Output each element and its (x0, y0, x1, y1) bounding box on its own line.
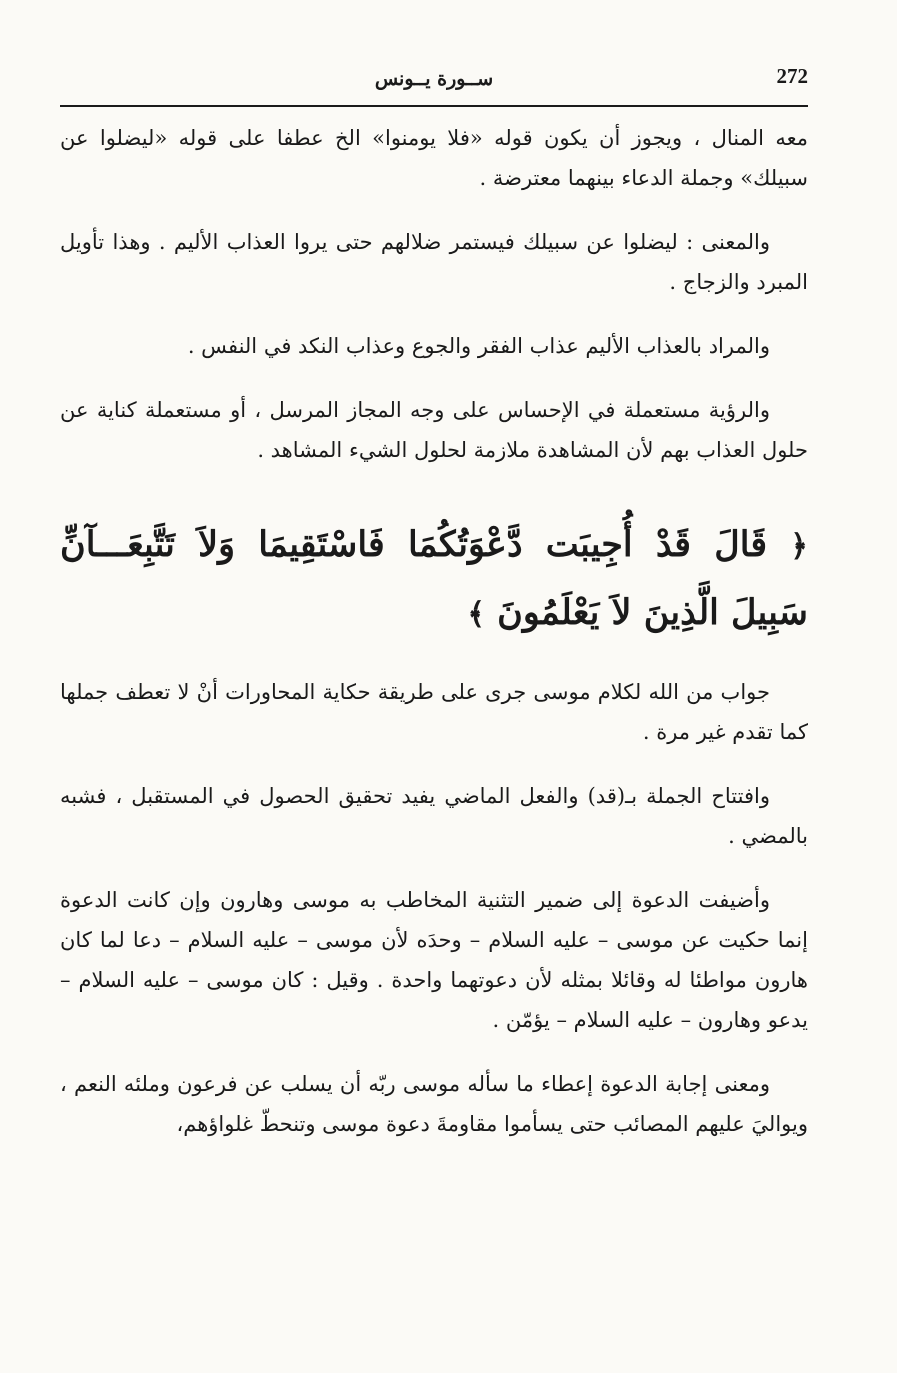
paragraph: معه المنال ، ويجوز أن يكون قوله «فلا يومنوا» الخ عطفا على قوله «ليضلوا عن سبيلك» وجملة الدعاء بينهما معترضة . (60, 126, 808, 190)
page-header (60, 62, 808, 108)
quran-verse (60, 512, 808, 648)
paragraph: والمراد بالعذاب الأليم عذاب الفقر والجوع وعذاب النكد في النفس . (187, 334, 770, 358)
paragraph: والمعنى : ليضلوا عن سبيلك فيستمر ضلالهم حتى يروا العذاب الأليم . وهذا تأويل المبرد والزجاج . (60, 230, 808, 294)
page-number: 272 (776, 64, 808, 88)
paragraph: والرؤية مستعملة في الإحساس على وجه المجاز المرسل ، أو مستعملة كناية عن حلول العذاب بهم لأن المشاهدة ملازمة لحلول الشيء المشاهد . (60, 398, 808, 462)
verse-text: قَالَ قَدْ أُجِيبَت دَّعْوَتُكُمَا فَاسْتَقِيمَا وَلاَ تَتَّبِعَـــآنِّ سَبِيلَ الَّذِينَ لاَ يَعْلَمُونَ (60, 524, 808, 633)
paragraph: وافتتاح الجملة بـ(قد) والفعل الماضي يفيد تحقيق الحصول في المستقبل ، فشبه بالمضي . (60, 784, 808, 848)
paragraph: وأضيفت الدعوة إلى ضمير التثنية المخاطب به موسى وهارون وإن كانت الدعوة إنما حكيت عن موسى – عليه السلام – وحدَه لأن موسى – عليه السلام – دعا لما كان هارون مواطئا له وقائلا بمثله لأن دعوتهما واحدة . وقيل : كان موسى – عليه السلام – يدعو وهارون – عليه السلام – يؤمّن . (60, 888, 808, 1032)
verse-open-bracket: ﴿ (790, 529, 808, 564)
verse-close-bracket: ﴾ (467, 597, 485, 632)
header-rule (60, 105, 808, 107)
surah-title: ســورة يــونس (374, 68, 494, 90)
paragraph: ومعنى إجابة الدعوة إعطاء ما سأله موسى ربّه أن يسلب عن فرعون وملئه النعم ، ويواليَ عليهم المصائب حتى يسأموا مقاومةَ دعوة موسى وتنحطّ غلواؤهم، (60, 1072, 808, 1136)
page-body (60, 118, 808, 1168)
paragraph: جواب من الله لكلام موسى جرى على طريقة حكاية المحاورات أنْ لا تعطف جملها كما تقدم غير مرة . (60, 680, 808, 744)
